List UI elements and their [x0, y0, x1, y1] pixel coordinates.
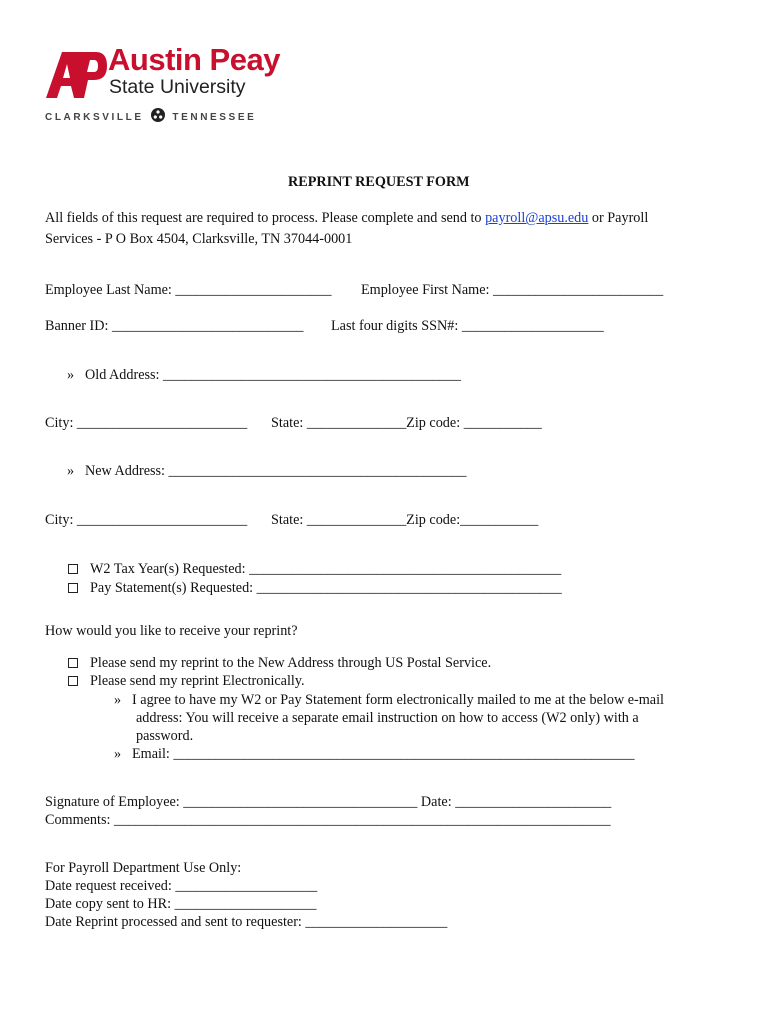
new-address-row [67, 462, 466, 480]
postal-option-label: Please send my reprint to the New Address through US Postal Service. [90, 655, 492, 671]
city-field-new[interactable]: City: ________________________ [45, 512, 248, 528]
agree-text-3: password. [136, 728, 194, 744]
old-address-row [67, 366, 461, 384]
agree-text-2: address: You will receive a separate email instruction on how to access (W2 only) with a [136, 710, 639, 726]
electronic-checkbox[interactable] [68, 676, 78, 686]
first-name-field[interactable]: Employee First Name: ________________________ [361, 282, 664, 298]
intro-line-2: Services - P O Box 4504, Clarksville, TN 37044-0001 [45, 231, 353, 247]
bullet-icon: » [67, 367, 75, 383]
date-processed-field[interactable]: Date Reprint processed and sent to requester: ____________________ [45, 914, 448, 930]
form-title: REPRINT REQUEST FORM [288, 174, 470, 190]
postal-option-row [68, 654, 491, 672]
state-zip-field-old[interactable]: State: ______________Zip code: ___________ [271, 415, 542, 431]
email-field[interactable]: Email: _________________________________________________________________ [132, 746, 635, 762]
payroll-use-heading: For Payroll Department Use Only: [45, 860, 242, 876]
intro-line-1 [45, 209, 648, 227]
payroll-email-link[interactable]: payroll@apsu.edu [485, 210, 589, 226]
electronic-option-row [68, 672, 305, 690]
w2-checkbox[interactable] [68, 564, 78, 574]
receive-question: How would you like to receive your reprint? [45, 623, 298, 639]
w2-row [68, 560, 561, 578]
ap-monogram-icon [44, 48, 108, 104]
electronic-option-label: Please send my reprint Electronically. [90, 673, 305, 689]
w2-field[interactable]: W2 Tax Year(s) Requested: ____________________________________________ [90, 561, 562, 577]
logo-location-left: CLARKSVILLE [45, 112, 144, 123]
logo-location-right: TENNESSEE [172, 112, 257, 123]
logo-subtitle: State University [109, 76, 246, 98]
logo-location [45, 108, 256, 123]
pay-statement-checkbox[interactable] [68, 583, 78, 593]
city-field-old[interactable]: City: ________________________ [45, 415, 248, 431]
last-name-field[interactable]: Employee Last Name: ______________________ [45, 282, 332, 298]
pay-statement-row [68, 579, 562, 597]
bullet-icon: » [114, 746, 122, 762]
signature-field[interactable]: Signature of Employee: _________________________________ Date: ______________________ [45, 794, 612, 810]
pay-statement-field[interactable]: Pay Statement(s) Requested: ___________________________________________ [90, 580, 562, 596]
university-logo [44, 44, 284, 124]
date-received-field[interactable]: Date request received: ____________________ [45, 878, 318, 894]
bullet-icon: » [67, 463, 75, 479]
ssn-field[interactable]: Last four digits SSN#: ____________________ [331, 318, 604, 334]
agree-row [114, 691, 664, 709]
tennessee-stars-icon [151, 108, 165, 122]
old-address-field[interactable]: Old Address: __________________________________________ [85, 367, 461, 383]
new-address-field[interactable]: New Address: __________________________________________ [85, 463, 467, 479]
comments-field[interactable]: Comments: ______________________________________________________________________ [45, 812, 611, 828]
bullet-icon: » [114, 692, 122, 708]
agree-text-1: I agree to have my W2 or Pay Statement form electronically mailed to me at the below e-mail [132, 692, 664, 708]
intro-suffix: or Payroll [591, 210, 649, 226]
date-hr-field[interactable]: Date copy sent to HR: ____________________ [45, 896, 317, 912]
banner-id-field[interactable]: Banner ID: ___________________________ [45, 318, 304, 334]
intro-text: All fields of this request are required to process. Please complete and send to [45, 210, 482, 226]
state-zip-field-new[interactable]: State: ______________Zip code:___________ [271, 512, 539, 528]
postal-checkbox[interactable] [68, 658, 78, 668]
logo-title: Austin Peay [108, 42, 280, 77]
email-row [114, 745, 634, 763]
